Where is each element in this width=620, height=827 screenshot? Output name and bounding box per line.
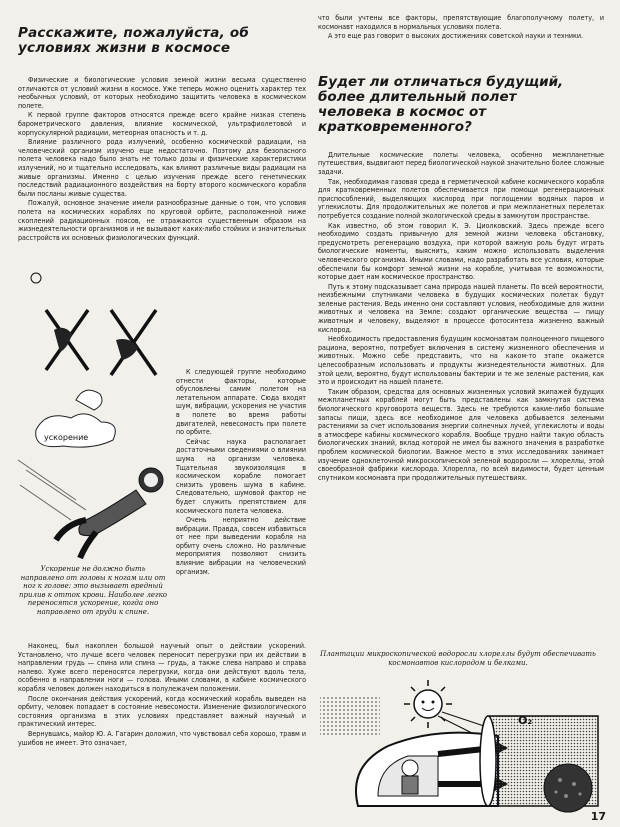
chlorella-caption: Плантации микроскопической водоросли хлореллы будут обеспечивать космонавтов кислородом и белками. (320, 650, 596, 667)
left-paragraph-3: Влияние различного рода излучений, особенно космической радиации, на человеческий организм изучено еще недостаточно. Поэтому для безопасного полета человека надо было знать не только дозы и физические характеристики излучений, но и тщательно исследовать, как влияют различные виды радиации на живые организмы. Именно с целью изучения прежде всего генетических последствий радиационного воздействия на борту второго космического корабля были посланы живые существа. (18, 137, 306, 198)
right-paragraph-3: Как известно, об этом говорил К. Э. Циолковский. Здесь прежде всего необходимо создать привычную для земной жизни человека обстановку, предусмотреть регенерацию воздуха, при которой важную роль будут играть биологические моменты, выяснить, каким можно использовать выделения человеческого организма. Иными словами, надо разработать все условия, которые обеспечили бы комфорт земной жизни на корабле, учитывая те возможности, которые дает нам космическое пространство. (318, 220, 604, 282)
left-paragraph-9: После окончания действия ускорений, когда космический корабль выведен на орбиту, человек попадает в состояние невесомости. Изменение физиологического состояния организма в этих условиях представляет важный научный и практический интерес. (18, 693, 306, 729)
right-paragraph-6: Таким образом, средства для основных жизненных условий экипажей будущих межпланетных кораблей могут быть представлены как замкнутая система биологического круговорота веществ. Здесь не требуются какие-либо большие запасы пищи, здесь все необходимое для человека добывается зелеными растениями за счет использования энергии солнечных лучей, углекислоты и воды в атмосфере кабины космического корабля. Вообще трудно найти такую область биологических знаний, вклад которой не имел бы важного значения в разработке проблем космической биологии. Важное место в этих исследованиях занимает изучение одноклеточной микроскопической зеленой водоросли — хлореллы, этой своеобразной фабрики кислорода. Хлорелла, по всей видимости, будет ценным спутником космонавта при продолжительных путешествиях. (318, 386, 604, 482)
acceleration-label: ускорение (44, 433, 89, 442)
left-paragraph-10: Вернувшись, майор Ю. А. Гагарин доложил, что чувствовал себя хорошо, травм и ушибов не имеет. Это означает, (18, 728, 306, 747)
left-lower-column (18, 642, 306, 814)
right-paragraph-top-2: А это еще раз говорит о высоких достижениях советской науки и техники. (328, 31, 584, 41)
right-paragraph-2: Так, необходимая газовая среда в герметической кабине космического корабля для кратковременных полетов обеспечивается при помощи регенерационных приспособлений, выделяющих кислород при поглощении водяных паров и углекислоты. Для продолжительных же полетов и при межпланетных перелетах потребуется создание полной экологической среды в замкнутом пространстве. (318, 176, 604, 220)
left-paragraph-1: Физические и биологические условия земной жизни весьма существенно отличаются от условий жизни в космосе. Уже теперь можно оценить характер тех необычных условий, от которых необходимо защитить человека в космическом полете. (18, 75, 306, 110)
left-paragraph-8: Наконец, был накоплен большой научный опыт о действии ускорений. Установлено, что лучше всего человек переносит перегрузки при их действии в направлении грудь — спина или спина — грудь, а также слева направо и справа налево. Хуже всего переносятся перегрузки, когда они действуют вдоль тела, особенно в направлении ноги — голова. Иными словами, в кабине космического корабля человек должен находиться в полулежачем положении. (18, 641, 306, 693)
right-paragraph-4: Путь к этому подсказывает сама природа нашей планеты. По всей вероятности, неизбежными спутниками человека в будущих космических полетах будут зеленые растения. Ведь именно они составляют условия, необходимые для жизни животных и человека на Земле: создают органические вещества — пищу животным и человеку, выделяют в процессе фотосинтеза жизненно важный кислород. (318, 281, 604, 334)
oxygen-label: O₂ (518, 714, 533, 727)
right-paragraph-5: Необходимость предоставления будущим космонавтам полноценного пищевого рациона, вероятно, потребует включения в систему жизненного обеспечения и животных. Можно себе представить, что на каком-то этапе окажется целесообразным использовать и продукты жизнедеятельности животных. Для этой цели, вероятно, будут использованы бактерии и те же зеленые растения, как это и происходит на нашей планете. (318, 334, 604, 387)
chlorella-illustration (318, 676, 608, 816)
right-paragraph-top: что были учтены все факторы, препятствующие благополучному полету, и космонавт находился в нормальных условиях полета. (318, 13, 604, 31)
left-illustration-caption: Ускорение не должно быть направлено от головы к ногам или от ног к голове: это вызывает вредный прилив к отток крови. Наиболее легко переносятся ускорение, когда оно направлено от груди к спине. (19, 565, 167, 616)
left-paragraph-7: Очень неприятно действие вибрации. Правда, совсем избавиться от нее при выведении корабля на орбиту очень сложно. Но различные мероприятия позволяют снизить влияние вибрации на человеческий организм. (176, 515, 306, 576)
acceleration-illustration (16, 270, 176, 560)
right-paragraph-1: Длительные космические полеты человека, особенно межпланетные путешествия, выдвигают перед биологической наукой значительно более сложные задачи. (318, 149, 604, 176)
left-article-title: Расскажите, пожалуйста, об условиях жизни в космосе (18, 25, 249, 56)
right-article-title: Будет ли отличаться будущий, более длительный полет человека в космос от кратковременного? (318, 73, 564, 135)
left-paragraph-4: Пожалуй, основное значение имели разнообразные данные о том, что условия полета на космических кораблях по круговой орбите, расположенной ниже скоплений радиационных поясов, не отражаются существенным образом на жизнедеятельности организмов и не вызывают каких-либо стойких и значительных расстройств их основных физиологических функций. (18, 198, 306, 242)
left-paragraph-5: К следующей группе необходимо отнести факторы, которые обусловлены самим полетом на летательном аппарате. Сюда входят шум, вибрации, ускорения не участия в полете во время работы двигателей, невесомость при полете по орбите. (176, 367, 306, 437)
left-paragraph-2: К первой группе факторов относятся прежде всего крайне низкая степень барометрического давления, влияние космической, ультрафиолетовой и корпускулярной радиации, метеорная опасность и т. д. (18, 110, 306, 137)
page-number: 17 (590, 810, 606, 823)
sun-icon (404, 680, 452, 728)
left-paragraph-6: Сейчас наука располагает достаточными сведениями о влиянии шума на организм человека. Тщательная звукоизоляция в космическом корабле помогает снизить уровень шума в кабине. Следовательно, шумовой фактор не будет служить препятствием для космического полета человека. (176, 436, 306, 515)
left-narrow-column (176, 272, 306, 644)
